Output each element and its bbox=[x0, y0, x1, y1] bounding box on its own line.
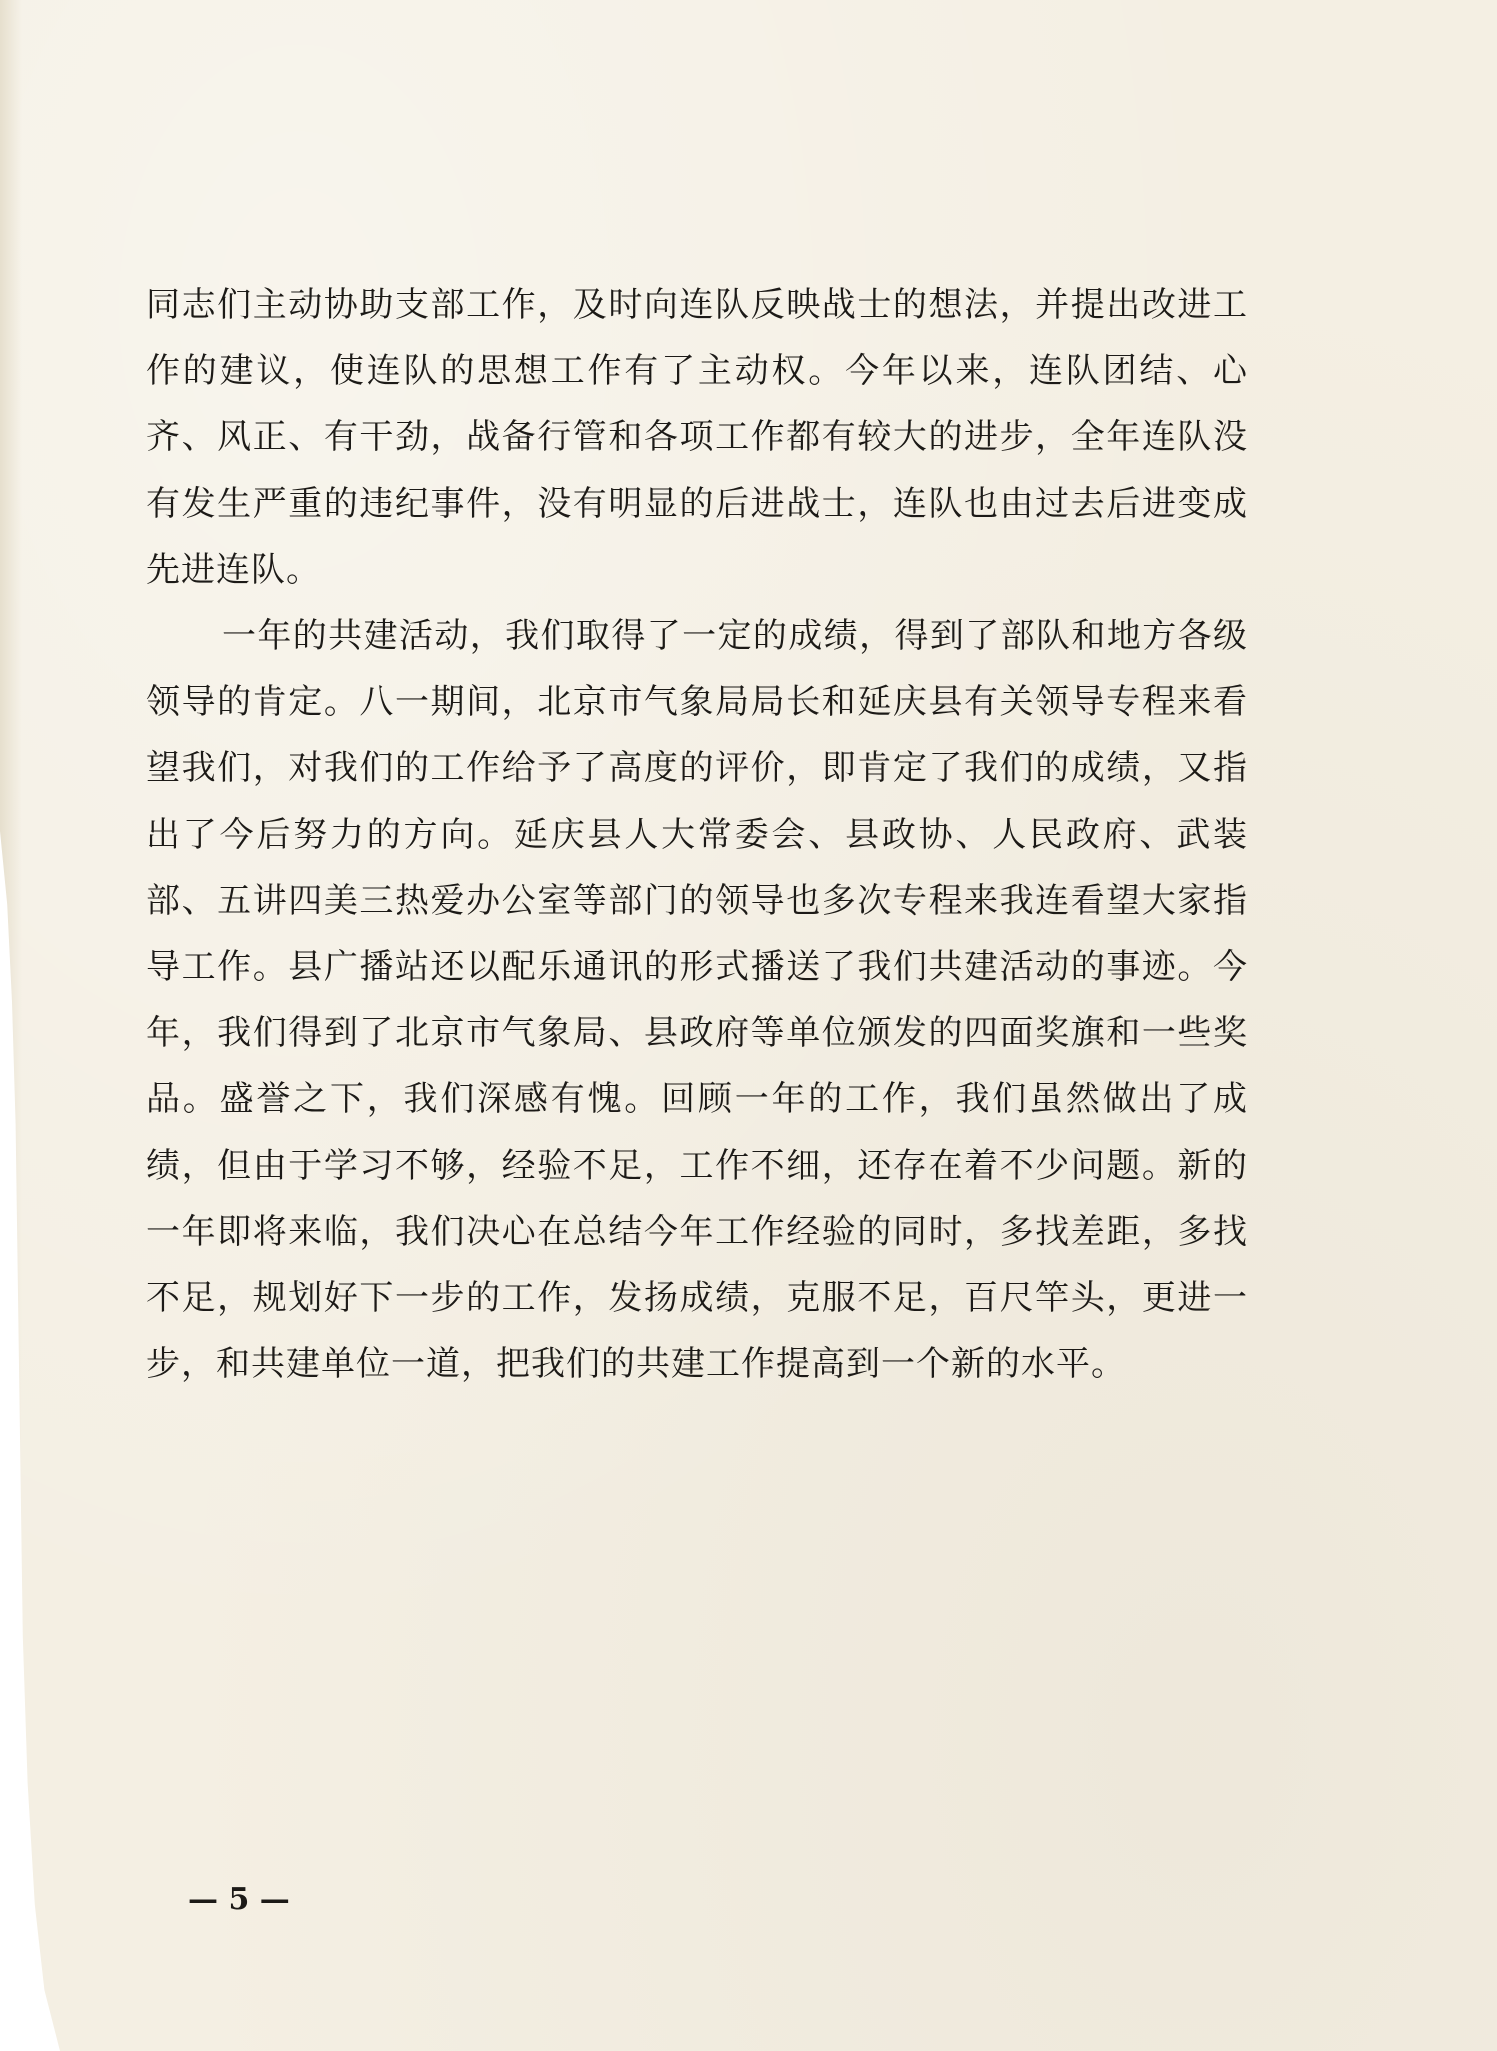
page-number: — 5 — bbox=[188, 1882, 290, 1917]
paragraph-continued: 同志们主动协助支部工作，及时向连队反映战士的想法，并提出改进工作的建议，使连队的思想工作有了主动权。今年以来，连队团结、心齐、风正、有干劲，战备行管和各项工作都有较大的进步，全年连队没有发生严重的违纪事件，没有明显的后进战士，连队也由过去后进变成先进连队。 bbox=[146, 285, 1248, 590]
torn-page-edge bbox=[0, 831, 60, 2051]
paragraph-summary: 一年的共建活动，我们取得了一定的成绩，得到了部队和地方各级领导的肯定。八一期间，北京市气象局局长和延庆县有关领导专程来看望我们，对我们的工作给予了高度的评价，即肯定了我们的成绩，又指出了今后努力的方向。延庆县人大常委会、县政协、人民政府、武装部、五讲四美三热爱办公室等部门的领导也多次专程来我连看望大家指导工作。县广播站还以配乐通讯的形式播送了我们共建活动的事迹。今年，我们得到了北京市气象局、县政府等单位颁发的四面奖旗和一些奖品。盛誉之下，我们深感有愧。回顾一年的工作，我们虽然做出了成绩，但由于学习不够，经验不足，工作不细，还存在着不少问题。新的一年即将来临，我们决心在总结今年工作经验的同时，多找差距，多找不足，规划好下一步的工作，发扬成绩，克服不足，百尺竿头，更进一步，和共建单位一道，把我们的共建工作提高到一个新的水平。 bbox=[146, 616, 1248, 1385]
body-text bbox=[146, 272, 1248, 1397]
